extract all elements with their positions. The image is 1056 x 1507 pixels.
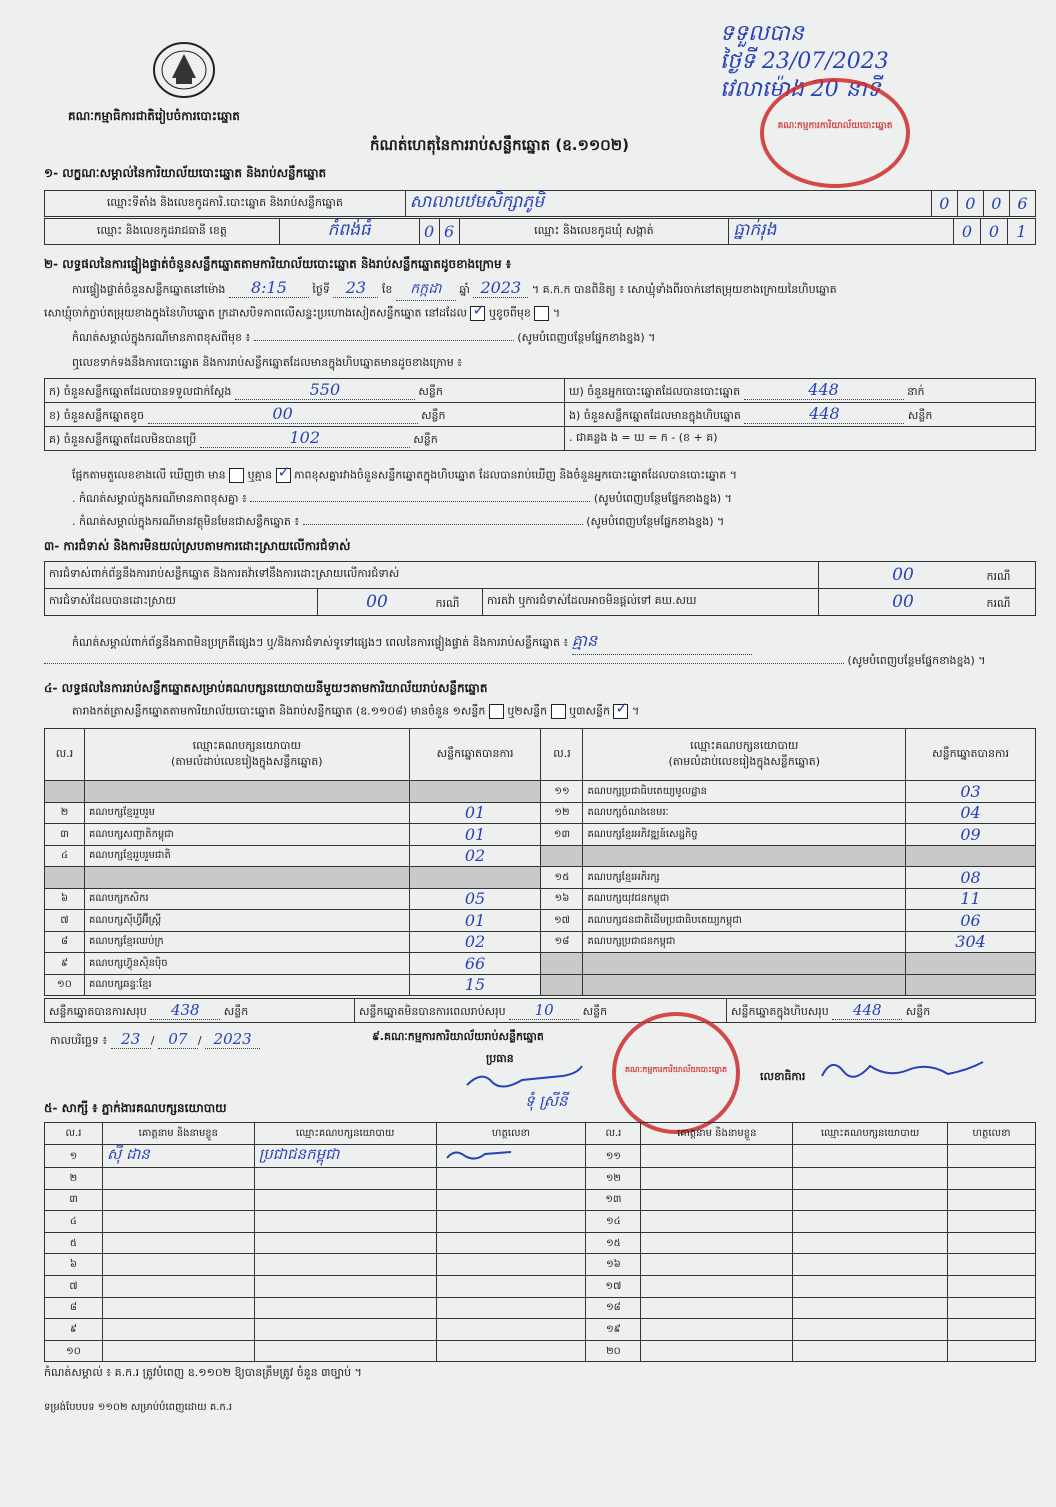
witness-signature <box>436 1297 586 1319</box>
ballots-in-box-value: 448 <box>744 404 904 424</box>
diff-remark-line: . កំណត់សម្គាល់ក្នុងករណីមានភាពខុសគ្នា ៖ (សូមបំពេញបន្ថែមផ្នែកខាងខ្នង) ។ <box>72 492 732 505</box>
party-votes: 04 <box>906 802 1036 824</box>
col-signature: ហត្ថលេខា <box>948 1123 1036 1145</box>
witness-name <box>102 1254 254 1276</box>
row-number: ៣ <box>45 1189 103 1211</box>
date-day: 23 <box>111 1030 151 1049</box>
received-ballots-value: 550 <box>235 380 415 400</box>
table-row <box>45 1145 1036 1168</box>
party-name <box>583 953 906 975</box>
table-row <box>45 974 1036 996</box>
row-number: ១៦ <box>586 1254 641 1276</box>
col-no: ល.រ <box>45 1123 103 1145</box>
party-votes <box>906 845 1036 867</box>
party-votes: 66 <box>409 953 541 975</box>
witness-name <box>641 1232 793 1254</box>
col-party: ឈ្មោះគណបក្សនយោបាយ <box>793 1123 948 1145</box>
damaged-checkbox[interactable] <box>534 306 549 321</box>
col-votes: សន្លឹកឆ្នោតបានការ <box>906 729 1036 781</box>
check-month-value: កក្កដា <box>396 279 456 301</box>
row-number: ១៣ <box>541 824 583 846</box>
form-title: កំណត់ហេតុនៃការរាប់សន្លឹកឆ្នោត (ឧ.១១០២) <box>370 136 630 154</box>
witness-signature <box>948 1297 1036 1319</box>
station-value: សាលាបឋមសិក្សាភូមិ <box>405 191 931 217</box>
witness-name: ស៊ី ដាន <box>102 1145 254 1168</box>
row-number: ១០ <box>45 1340 103 1362</box>
row-number: ៣ <box>45 824 85 846</box>
witness-party <box>254 1189 436 1211</box>
spoiled-ballots-value: 00 <box>148 404 418 424</box>
witness-name <box>102 1275 254 1297</box>
col-party: ឈ្មោះគណបក្សនយោបាយ (តាមលំដាប់លេខរៀងក្នុងសន្លឹកឆ្នោត) <box>583 729 906 781</box>
party-name <box>583 974 906 996</box>
party-name: គណបក្សប្រជាធិបតេយ្យមូលដ្ឋាន <box>583 781 906 803</box>
witness-name <box>641 1254 793 1276</box>
witness-name <box>102 1319 254 1341</box>
received-note: ទទួលបាន ថ្ងៃទី 23/07/2023 វេលាម៉ោង 20 នាទី <box>720 21 889 102</box>
section4-heading: ៤- លទ្ធផលនៃការរាប់សន្លឹកឆ្នោតសម្រាប់គណបក្សនយោបាយនីមួយៗតាមការិយាល័យរាប់សន្លឹកឆ្នោត <box>44 681 488 695</box>
row-number: ៨ <box>45 931 85 953</box>
row-number: ១៥ <box>586 1232 641 1254</box>
table-row <box>45 845 1036 867</box>
row-number: ៥ <box>45 1232 103 1254</box>
party-votes: 01 <box>409 824 541 846</box>
witness-signature <box>436 1232 586 1254</box>
witness-party <box>254 1319 436 1341</box>
formula: . ជាគន្លង ង = ឃ = ក - (ខ + គ) <box>565 427 1036 451</box>
commune-label: ឈ្មោះ និងលេខកូដឃុំ សង្កាត់ <box>459 219 729 245</box>
col-party: ឈ្មោះគណបក្សនយោបាយ (តាមលំដាប់លេខរៀងក្នុងសន្លឹកឆ្នោត) <box>84 729 409 781</box>
row-number: ១៧ <box>586 1275 641 1297</box>
party-votes: 09 <box>906 824 1036 846</box>
chair-label: ប្រធាន <box>486 1052 514 1065</box>
party-votes <box>409 867 541 889</box>
col-party: ឈ្មោះគណបក្សនយោបាយ <box>254 1123 436 1145</box>
row-number: ៧ <box>45 1275 103 1297</box>
org-name: គណៈកម្មាធិការជាតិរៀបចំការបោះឆ្នោត <box>68 109 240 123</box>
table-row <box>45 910 1036 932</box>
party-votes: 06 <box>906 910 1036 932</box>
witness-party <box>793 1189 948 1211</box>
witness-signature <box>436 1340 586 1362</box>
nec-logo <box>152 40 216 100</box>
witness-name <box>102 1297 254 1319</box>
voters-value: 448 <box>744 380 904 400</box>
table-row <box>45 1254 1036 1276</box>
party-name: គណបក្សប្រជាជនកម្ពុជា <box>583 931 906 953</box>
witness-party: ប្រជាជនកម្ពុជា <box>254 1145 436 1168</box>
official-stamp-top: គណៈកម្មការការិយាល័យបោះឆ្នោត <box>760 78 910 188</box>
party-votes <box>409 781 541 803</box>
witness-party <box>793 1145 948 1168</box>
table-row <box>45 1340 1036 1362</box>
date-line: កាលបរិច្ឆេទ ៖ 23 / 07 / 2023 <box>50 1030 260 1050</box>
row-number: ១២ <box>586 1168 641 1190</box>
party-votes: 11 <box>906 888 1036 910</box>
appeal-label: ការតវ៉ា ឬការជំទាស់ដែលអាចមិនផ្តល់ទៅ គឃ.សឃ <box>483 589 819 616</box>
witness-party <box>254 1275 436 1297</box>
party-votes: 304 <box>906 931 1036 953</box>
row-number: ១៤ <box>586 1211 641 1233</box>
party-name: គណបក្សយុវជនកម្ពុជា <box>583 888 906 910</box>
witness-party <box>793 1254 948 1276</box>
province-label: ឈ្មោះ និងលេខកូដរាជធានី ខេត្ត <box>45 219 280 245</box>
witness-name <box>102 1232 254 1254</box>
party-votes: 01 <box>409 802 541 824</box>
col-no: ល.រ <box>45 729 85 781</box>
party-name <box>84 781 409 803</box>
table-row <box>45 888 1036 910</box>
valid-total-value: 438 <box>150 1001 220 1020</box>
witness-signature <box>436 1211 586 1233</box>
witness-party <box>793 1232 948 1254</box>
party-votes <box>906 953 1036 975</box>
section2-heading: ២- លទ្ធផលនៃការផ្ទៀងផ្ទាត់ចំនួនសន្លឹកឆ្នោតតាមការិយាល័យបោះឆ្នោត និងរាប់សន្លឹកឆ្នោតដូចខាងក្រោម ៖ <box>44 257 512 271</box>
row-number: ១៨ <box>541 931 583 953</box>
seal-check-line: សោឃ្មុំចាក់ភ្ជាប់តម្រុយខាងក្នុងនៃហិបឆ្នោត ក្រដាសបិទភាពលើសន្ទះប្រហោងសៀតសន្លឹកឆ្នោត នៅដដែល ✓ ឬខូចពីមុខ ។ <box>44 301 561 320</box>
party-votes: 05 <box>409 888 541 910</box>
witness-name <box>102 1340 254 1362</box>
row-number: ១២ <box>541 802 583 824</box>
witness-table <box>44 1122 1036 1362</box>
check-year-value: 2023 <box>473 278 528 298</box>
row-number: ២០ <box>586 1340 641 1362</box>
station-code-digit: 0 <box>983 191 1009 217</box>
resolved-value: 00 <box>366 591 388 612</box>
witness-name <box>641 1145 793 1168</box>
table-row <box>45 1189 1036 1211</box>
irregularity-value: គ្មាន <box>572 630 752 655</box>
has-difference-checkbox[interactable] <box>229 468 244 483</box>
row-number <box>45 781 85 803</box>
party-name: គណបក្សឆន្ទៈខ្មែរ <box>84 974 409 996</box>
date-year: 2023 <box>205 1030 260 1049</box>
witness-name <box>641 1340 793 1362</box>
table-row <box>45 1211 1036 1233</box>
official-stamp-bottom: គណៈកម្មការការិយាល័យបោះឆ្នោត <box>612 1012 740 1134</box>
witness-signature <box>948 1254 1036 1276</box>
chair-signature-name: ទុំ ស្រីនី <box>525 1092 568 1110</box>
witness-name <box>641 1168 793 1190</box>
witness-party <box>254 1168 436 1190</box>
irregularity-remark: កំណត់សម្គាល់ពាក់ព័ន្ធនឹងភាពមិនប្រក្រតីផ្សេងៗ ឬ/និងការជំទាស់ទូទៅផ្សេងៗ ពេលនៃការផ្ទៀងផ្ទាត់ និងការរាប់សន្លឹកឆ្នោត ៖ គ្មាន <box>72 630 752 655</box>
col-name: គោត្តនាម និងនាមខ្លួន <box>102 1123 254 1145</box>
section1-table-row2 <box>44 218 1036 245</box>
station-code-digit: 0 <box>957 191 983 217</box>
witness-party <box>254 1340 436 1362</box>
witness-party <box>793 1275 948 1297</box>
row-number: ២ <box>45 802 85 824</box>
commune-code-digit: 0 <box>953 219 980 245</box>
witness-name <box>102 1189 254 1211</box>
row-number: ១៦ <box>541 888 583 910</box>
diff-note-line: កំណត់សម្គាល់ក្នុងករណីមានភាពខុសពីមុខ ៖ (សូមបំពេញបន្ថែមផ្នែកខាងខ្នង) ។ <box>72 331 656 344</box>
col-signature: ហត្ថលេខា <box>436 1123 586 1145</box>
intact-checkbox[interactable]: ✓ <box>472 301 486 319</box>
row-number: ៤ <box>45 1211 103 1233</box>
section3-heading: ៣- ការជំទាស់ និងការមិនយល់ស្របតាមការដោះស្រាយលើការជំទាស់ <box>44 539 351 553</box>
foreign-object-line: . កំណត់សម្គាល់ក្នុងករណីមានវត្ថុមិនមែនជាសន្លឹកឆ្នោត ៖ (សូមបំពេញបន្ថែមផ្នែកខាងខ្នង) ។ <box>72 515 725 528</box>
party-votes: 02 <box>409 845 541 867</box>
witness-party <box>793 1211 948 1233</box>
witness-name <box>641 1297 793 1319</box>
witness-party <box>254 1232 436 1254</box>
witness-name <box>641 1189 793 1211</box>
irregularity-hint-line: (សូមបំពេញបន្ថែមផ្នែកខាងខ្នង) ។ <box>44 654 986 670</box>
two-sheets-checkbox[interactable] <box>551 704 566 719</box>
witness-signature <box>948 1145 1036 1168</box>
row-number: ១ <box>45 1145 103 1168</box>
row-number <box>541 974 583 996</box>
witness-party <box>793 1297 948 1319</box>
party-name: គណបក្សខ្មែររួបរួមជាតិ <box>84 845 409 867</box>
witness-signature <box>436 1319 586 1341</box>
table-row <box>45 781 1036 803</box>
table-row <box>45 1319 1036 1341</box>
row-number: ១៣ <box>586 1189 641 1211</box>
row-number <box>541 953 583 975</box>
discrepancy-line: ផ្អែកតាមតួលេខខាងលើ ឃើញថា មាន ឬគ្មាន ✓ ភាពខុសគ្នារវាងចំនួនសន្លឹកឆ្នោតក្នុងហិបឆ្នោត ដែលបានរាប់ឃើញ និងចំនួនអ្នកបោះឆ្នោតដែលបានបោះឆ្នោត ។ <box>72 463 737 482</box>
complaints-table: ការជំទាស់ពាក់ព័ន្ធនឹងការរាប់សន្លឹកឆ្នោត និងការតវ៉ាទៅនឹងការដោះស្រាយលើការជំទាស់ 00 ករណី ការជំទាស់ដែលបានដោះស្រាយ 00 ករណី ការតវ៉ា ឬការជំទាស់ដែលអាចមិនផ្តល់ទៅ គឃ.សឃ 00 ករណី <box>44 561 1036 616</box>
witness-signature <box>948 1211 1036 1233</box>
witness-name <box>102 1211 254 1233</box>
party-votes: 01 <box>409 910 541 932</box>
station-code-digit: 0 <box>931 191 957 217</box>
party-name: គណបក្សកសិករ <box>84 888 409 910</box>
row-number <box>45 867 85 889</box>
table-row <box>45 953 1036 975</box>
one-sheet-checkbox[interactable] <box>489 704 504 719</box>
witness-signature <box>948 1168 1036 1190</box>
witness-signature <box>948 1340 1036 1362</box>
row-number: ២ <box>45 1168 103 1190</box>
table-row <box>45 1168 1036 1190</box>
commune-value: ធ្នាក់រុង <box>729 219 954 245</box>
col-no: ល.រ <box>586 1123 641 1145</box>
complaints-label: ការជំទាស់ពាក់ព័ន្ធនឹងការរាប់សន្លឹកឆ្នោត និងការតវ៉ាទៅនឹងការដោះស្រាយលើការជំទាស់ <box>45 562 819 589</box>
row-number: ៦ <box>45 888 85 910</box>
party-name: គណបក្សខ្មែរអភិរក្ស <box>583 867 906 889</box>
copies-line: តារាងកត់ត្រាសន្លឹកឆ្នោតតាមការិយាល័យបោះឆ្នោត និងរាប់សន្លឹកឆ្នោត (ឧ.១១០៨) មានចំនួន ១សន្លឹក ឬ២សន្លឹក ឬ៣សន្លឹក ✓ ។ <box>72 699 640 718</box>
results-table <box>44 728 1036 996</box>
party-name: គណបក្សខ្មែរឈប់ក្រ <box>84 931 409 953</box>
witness-signature <box>948 1189 1036 1211</box>
row-number: ១៨ <box>586 1297 641 1319</box>
row-number: ៦ <box>45 1254 103 1276</box>
row-number: ១១ <box>541 781 583 803</box>
numbers-intro: ឮលេខទាក់ទងនឹងការបោះឆ្នោត និងការរាប់សន្លឹកឆ្នោតដែលមានក្នុងហិបឆ្នោតមានដូចខាងក្រោម ៖ <box>72 356 463 369</box>
witness-signature <box>436 1254 586 1276</box>
witness-name <box>641 1275 793 1297</box>
party-name: គណបក្សសញ្ជាតិកម្ពុជា <box>84 824 409 846</box>
witness-party <box>254 1297 436 1319</box>
appeal-value: 00 <box>892 591 914 612</box>
party-votes <box>906 974 1036 996</box>
row-number: ១១ <box>586 1145 641 1168</box>
party-votes: 03 <box>906 781 1036 803</box>
row-number: ៤ <box>45 845 85 867</box>
witness-party <box>793 1319 948 1341</box>
check-time-value: 8:15 <box>229 278 309 298</box>
table-row <box>45 824 1036 846</box>
col-name: គោត្តនាម និងនាមខ្លួន <box>641 1123 793 1145</box>
witness-signature <box>436 1275 586 1297</box>
row-number: ៩ <box>45 953 85 975</box>
ballot-count-table: ក) ចំនួនសន្លឹកឆ្នោតដែលបានទទួលជាក់ស្តែង 550 សន្លឹក ឃ) ចំនួនអ្នកបោះឆ្នោតដែលបានបោះឆ្នោត 448 នាក់ ខ) ចំនួនសន្លឹកឆ្នោតខូច 00 សន្លឹក ង) ចំនួនសន្លឹកឆ្នោតដែលមានក្នុងហិបឆ្នោត 448 សន្លឹក គ) ចំនួនសន្លឹកឆ្នោតដែលមិនបានប្រើ 102 សន្លឹក . ជាគន្លង ង = ឃ = ក - (ខ + គ) <box>44 378 1036 451</box>
row-number: ១៧ <box>541 910 583 932</box>
witness-party <box>793 1340 948 1362</box>
party-name <box>583 845 906 867</box>
party-votes: 08 <box>906 867 1036 889</box>
row-number: ១០ <box>45 974 85 996</box>
witness-party <box>254 1254 436 1276</box>
station-label: ឈ្មោះទីតាំង និងលេខកូដការិ.បោះឆ្នោត និងរាប់សន្លឹកឆ្នោត <box>45 191 406 217</box>
witness-party <box>793 1168 948 1190</box>
station-code-digit: 6 <box>1009 191 1035 217</box>
witness-name <box>102 1168 254 1190</box>
check-time-line: ការផ្ទៀងផ្ទាត់ចំនួនសន្លឹកឆ្នោតនៅម៉ោង 8:15 ថ្ងៃទី 23 ខែ កក្កដា ឆ្នាំ 2023 ។ គ.ក.ក បានពិនិត្យ ៖ សោឃ្មុំទាំងពីរចាក់នៅតម្រុយខាងក្រោយនៃហិបឆ្នោត <box>72 278 837 301</box>
witness-signature <box>436 1168 586 1190</box>
party-name <box>84 867 409 889</box>
secretary-label: លេខាធិការ <box>760 1070 806 1083</box>
party-name: គណបក្សខ្មែរអភិវឌ្ឍន៍សេដ្ឋកិច្ច <box>583 824 906 846</box>
section1-heading: ១- លក្ខណៈសម្គាល់នៃការិយាល័យបោះឆ្នោត និងរាប់សន្លឹកឆ្នោត <box>44 166 327 180</box>
party-name: គណបក្សស៊ីហ្វីអ៊ីស្រ្តី <box>84 910 409 932</box>
row-number: ១៩ <box>586 1319 641 1341</box>
row-number: ៩ <box>45 1319 103 1341</box>
table-row <box>45 931 1036 953</box>
party-votes: 02 <box>409 931 541 953</box>
resolved-label: ការជំទាស់ដែលបានដោះស្រាយ <box>45 589 318 616</box>
witness-signature <box>436 1189 586 1211</box>
province-code-digit: 6 <box>439 219 459 245</box>
three-sheets-checkbox[interactable]: ✓ <box>615 699 629 717</box>
table-row <box>45 1297 1036 1319</box>
row-number: ៨ <box>45 1297 103 1319</box>
totals-table: សន្លឹកឆ្នោតបានការសរុប 438 សន្លឹក សន្លឹកឆ្នោតមិនបានការពេលរាប់សរុប 10 សន្លឹក សន្លឹកឆ្នោតក្នុងហិបសរុប 448 សន្លឹក <box>44 998 1036 1023</box>
footer-form-ref: ទម្រង់បែបបទ ១១០២ សម្រាប់បំពេញដោយ គ.ក.រ <box>44 1402 233 1413</box>
party-name: គណបក្សខ្មែររួបរួម <box>84 802 409 824</box>
check-day-value: 23 <box>333 278 378 298</box>
witness-signature <box>436 1145 586 1168</box>
invalid-total-value: 10 <box>509 1001 579 1020</box>
section5-heading: ៥- សាក្សី ៖ ភ្នាក់ងារគណបក្សនយោបាយ <box>44 1101 227 1115</box>
table-row <box>45 867 1036 889</box>
commune-code-digit: 0 <box>980 219 1007 245</box>
date-month: 07 <box>158 1030 198 1049</box>
row-number: ៧ <box>45 910 85 932</box>
section1-table <box>44 190 1036 217</box>
witness-signature <box>948 1232 1036 1254</box>
party-name: គណបក្សហ៊្វុនស៊ិនប៉ិច <box>84 953 409 975</box>
party-name: គណបក្សជនជាតិដើមប្រជាធិបតេយ្យកម្ពុជា <box>583 910 906 932</box>
province-value: កំពង់ធំ <box>279 219 419 245</box>
committee-label: ៩.គណៈកម្មការការិយាល័យរាប់សន្លឹកឆ្នោត <box>372 1030 544 1043</box>
unused-ballots-value: 102 <box>200 428 410 448</box>
province-code-digit: 0 <box>419 219 439 245</box>
commune-code-digit: 1 <box>1007 219 1035 245</box>
party-votes: 15 <box>409 974 541 996</box>
row-number: ១៥ <box>541 867 583 889</box>
witness-signature <box>948 1275 1036 1297</box>
col-votes: សន្លឹកឆ្នោតបានការ <box>409 729 541 781</box>
witness-party <box>254 1211 436 1233</box>
table-row <box>45 1232 1036 1254</box>
secretary-signature <box>818 1052 988 1091</box>
party-name: គណបក្សចំណងខេមរៈ <box>583 802 906 824</box>
witness-name <box>641 1319 793 1341</box>
col-no: ល.រ <box>541 729 583 781</box>
table-row <box>45 1275 1036 1297</box>
witness-name <box>641 1211 793 1233</box>
complaints-value: 00 <box>892 564 914 585</box>
no-difference-checkbox[interactable]: ✓ <box>277 463 291 481</box>
row-number <box>541 845 583 867</box>
witness-signature <box>948 1319 1036 1341</box>
table-row <box>45 802 1036 824</box>
box-total-value: 448 <box>832 1001 902 1020</box>
footer-note: កំណត់សម្គាល់ ៖ គ.ក.រ ត្រូវបំពេញ ឧ.១១០២ ឱ្យបានត្រឹមត្រូវ ចំនួន ៣ច្បាប់ ។ <box>44 1366 362 1379</box>
